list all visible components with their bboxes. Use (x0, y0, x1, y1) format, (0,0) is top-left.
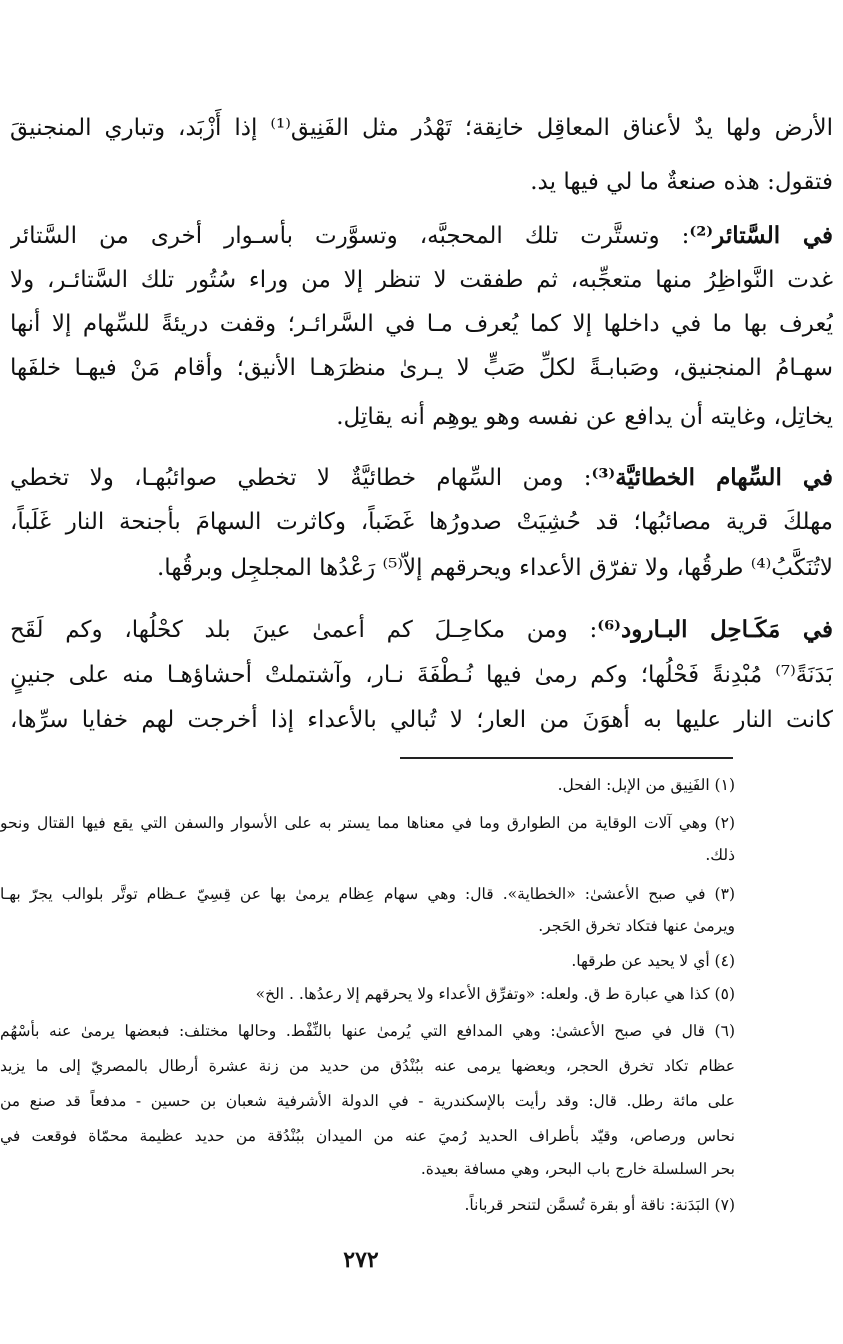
footnote: عظام تكاد تخرق الحجر، وبعضها يرمى عنه ببُنْدُق من حديد من زنة عشرة أرطال بالمصريّ إلى ما يزيد (0, 1057, 735, 1075)
footnote: ذلك. (705, 846, 735, 864)
footnote: (٤) أي لا يحيد عن طرقها. (571, 952, 735, 970)
body-line: يُعرف بها ما في داخلها إلا كما يُعرف مـا في السَّرائـر؛ وقفت دريئةً للسِّهام إلا أنها (10, 311, 833, 337)
footnote: (٢) وهي آلات الوقاية من الطوارق وما في معناها مما يستر به على الأسوار والسفن التي يقع فيها القتال ونحو (0, 814, 735, 832)
body-line: يخاتِل، وغايته أن يدافع عن نفسه وهو يوهِم أنه يقاتِل. (336, 404, 833, 430)
footnote: ويرمىٰ عنها فتكاد تخرق الحَجر. (538, 917, 735, 935)
body-text: : ومن السِّهام خطائيَّةٌ لا تخطي صوائبُهـا، ولا تخطي (10, 465, 592, 491)
body-line: الأرض ولها يدٌ لأعناق المعاقِل خانِقة؛ تَهْدُر مثل الفَنِيق⁽¹⁾ إذا أَزْبَد، وتباري المنجنيقَ (10, 115, 833, 141)
body-line: فتقول: هذه صنعةٌ ما لي فيها يد. (530, 169, 833, 195)
footnote: (٣) في صبح الأعشىٰ: «الخطاية». قال: وهي سهام عِظام يرمىٰ بها عن قِسِيّ عـظام توتَّر بلوالب يجرّ بهـا (0, 885, 735, 903)
body-line: بَدَنَةً⁽⁷⁾ مُبْدِنةً فَحْلُها؛ وكم رمىٰ فيها نُـطْفَةَ نـار، وآشتملتْ أحشاؤهـا منه على جنينٍ (10, 662, 833, 688)
footnote: (٥) كذا هي عبارة ط ق. ولعله: «وتفرِّق الأعداء ولا يحرقهم إلا رعدُها. . الخ» (255, 985, 735, 1003)
body-line: كانت النار عليها به أهوَنَ من العار؛ لا تُبالي بالأعداء إذا أخرجت لهم خفايا سرِّها، (10, 707, 833, 733)
body-line-headed (10, 216, 833, 256)
section-heading: في السِّهام الخطائيَّة⁽³⁾ (591, 464, 833, 491)
section-heading: في مَكَـاحِل البـارود⁽⁶⁾ (597, 616, 833, 643)
body-text: : وتستَّرت تلك المحجبَّه، وتسوَّرت بأسـوار أخرى من السَّتائر (10, 223, 690, 249)
body-text: : ومن مكاحِـلَ كم أعمىٰ عينَ بلد كحْلُها، وكم لَقَح (10, 617, 598, 643)
footnote: (٦) قال في صبح الأعشىٰ: وهي المدافع التي يُرمىٰ عنها بالنِّفْط. وحالها مختلف: فبعضها يرمىٰ عنه بأسْهُم (0, 1022, 735, 1040)
body-line: لاتُنَكَّبُ⁽⁴⁾ طرقُها، ولا تفرّق الأعداء ويحرقهم إلاّ⁽⁵⁾ رَعْدُها المجلجِل وبرقُها. (157, 555, 833, 581)
footnote: (٧) البَدَنة: ناقة أو بقرة تُسمَّن لتنحر قرباناً. (464, 1196, 735, 1214)
body-line-headed (10, 458, 833, 498)
footnote: على مائة رطل. قال: وقد رأيت بالإسكندرية - في الدولة الأشرفية شعبان بن حسين - مدفعاً قد صنع من (0, 1092, 735, 1110)
section-heading: في السَّتائر⁽²⁾ (689, 222, 833, 249)
body-line: مهلكَ قرية مصائبُها؛ قد حُشِيَتْ صدورُها غَضَباً، وكاثرت السهامَ بأجنحة النار غَلَباً، (10, 509, 833, 535)
footnote: بحر السلسلة خارج باب البحر، وهي مسافة بعيدة. (420, 1160, 735, 1178)
footnote: نحاس ورصاص، وقيّد بأطراف الحديد رُميَ عنه من الميدان ببُنْدُقة من حديد عظيمة محمّاة فوقعت في (0, 1127, 735, 1145)
page-number: ٢٧٢ (343, 1247, 379, 1273)
body-line: سهـامُ المنجنيق، وصَبابـةً لكلِّ صَبٍّ لا يـرىٰ منظرَهـا الأنيق؛ وأقام مَنْ فيهـا خلفَها (10, 355, 833, 381)
body-line-headed (10, 610, 833, 650)
footnote-separator (400, 757, 733, 759)
footnote: (١) الفَنِيق من الإبل: الفحل. (557, 776, 735, 794)
body-line: غدت النَّواظِرُ منها متعجِّبه، ثم طفقت لا تنظر إلا من وراء سُتُور تلك السَّتائـر، ولا (10, 267, 833, 293)
